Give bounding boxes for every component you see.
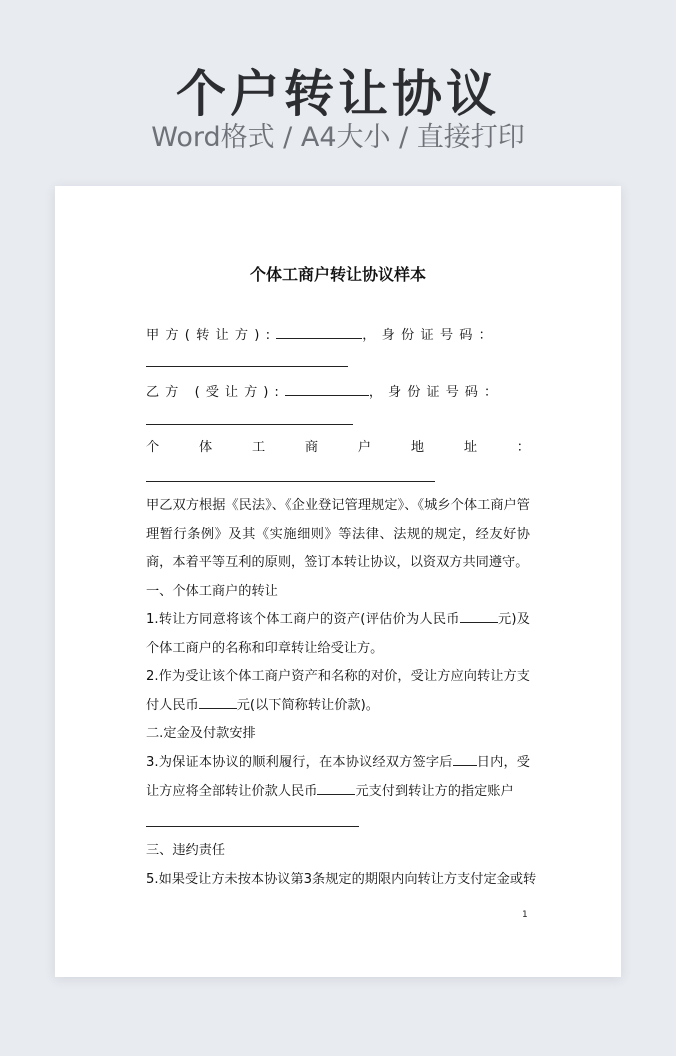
address-char: 址: [463, 440, 477, 455]
party-b-line: [146, 380, 530, 403]
payment-amount-blank[interactable]: [317, 779, 355, 795]
address-char: 户: [357, 440, 372, 455]
clause-1-text: 1.转让方同意将该个体工商户的资产(评估价为人民币: [146, 612, 460, 627]
clause-5: 5.如果受让方未按本协议第3条规定的期限内向转让方支付定金或转: [146, 872, 537, 887]
address-char: 个: [146, 440, 160, 455]
clause-1: [146, 606, 530, 663]
party-a-id-blank[interactable]: [146, 366, 348, 367]
clause-2: [146, 663, 530, 720]
party-b-label: 乙方 (受让方):: [146, 385, 285, 400]
party-a-id-label: ，身份证号码：: [362, 328, 498, 343]
clause-2-text-cont: 元(以下简称转让价款)。: [236, 697, 379, 713]
document-page: [55, 186, 621, 977]
address-char: 体: [198, 440, 213, 455]
asset-value-blank[interactable]: [460, 607, 498, 623]
clause-3-text-cont: 日内，受让方应将全部转让价款人民币: [146, 755, 530, 799]
document-title: 个体工商户转让协议样本: [249, 265, 426, 284]
address-blank[interactable]: [146, 481, 435, 482]
days-blank[interactable]: [453, 750, 477, 766]
party-a-line: [146, 323, 530, 346]
price-blank[interactable]: [199, 693, 237, 709]
clause-3: [146, 749, 530, 806]
party-b-id-label: ，身份证号码：: [368, 385, 504, 400]
clause-1-text-cont: 元)及个体工商户的名称和印章转让给受让方。: [146, 612, 530, 656]
address-char: 商: [304, 440, 319, 455]
clause-3-text: 3.为保证本协议的顺利履行，在本协议经双方签字后: [146, 755, 453, 770]
party-a-name-blank[interactable]: [276, 323, 362, 339]
address-char: ：: [516, 440, 530, 455]
address-char: 工: [251, 440, 266, 455]
banner-subtitle: Word格式 / A4大小 / 直接打印: [151, 122, 525, 153]
address-char: 地: [410, 440, 425, 455]
clause-2-text: 2.作为受让该个体工商户资产和名称的对价，受让方应向转让方支付人民币: [146, 669, 530, 713]
section-1-heading: 一、个体工商户的转让: [146, 584, 278, 599]
intro-paragraph: 甲乙双方根据《民法》、《企业登记管理规定》、《城乡个体工商户管理暂行条例》及其《实施细则》等法律、法规的规定，经友好协商，本着平等互利的原则，签订本转让协议，以资双方共同遵守。: [146, 498, 530, 570]
banner-title: 个户转让协议: [176, 65, 500, 123]
party-b-name-blank[interactable]: [285, 380, 369, 396]
clause-3-text-end: 元支付到转让方的指定账户: [355, 783, 514, 799]
section-2-heading: 二.定金及付款安排: [146, 726, 256, 741]
party-a-label: 甲方(转让方):: [146, 328, 277, 343]
section-3-heading: 三、违约责任: [146, 843, 226, 858]
party-b-id-blank[interactable]: [146, 424, 353, 425]
page-number: 1: [522, 910, 528, 920]
account-blank[interactable]: [146, 826, 359, 827]
address-line: [146, 438, 530, 458]
